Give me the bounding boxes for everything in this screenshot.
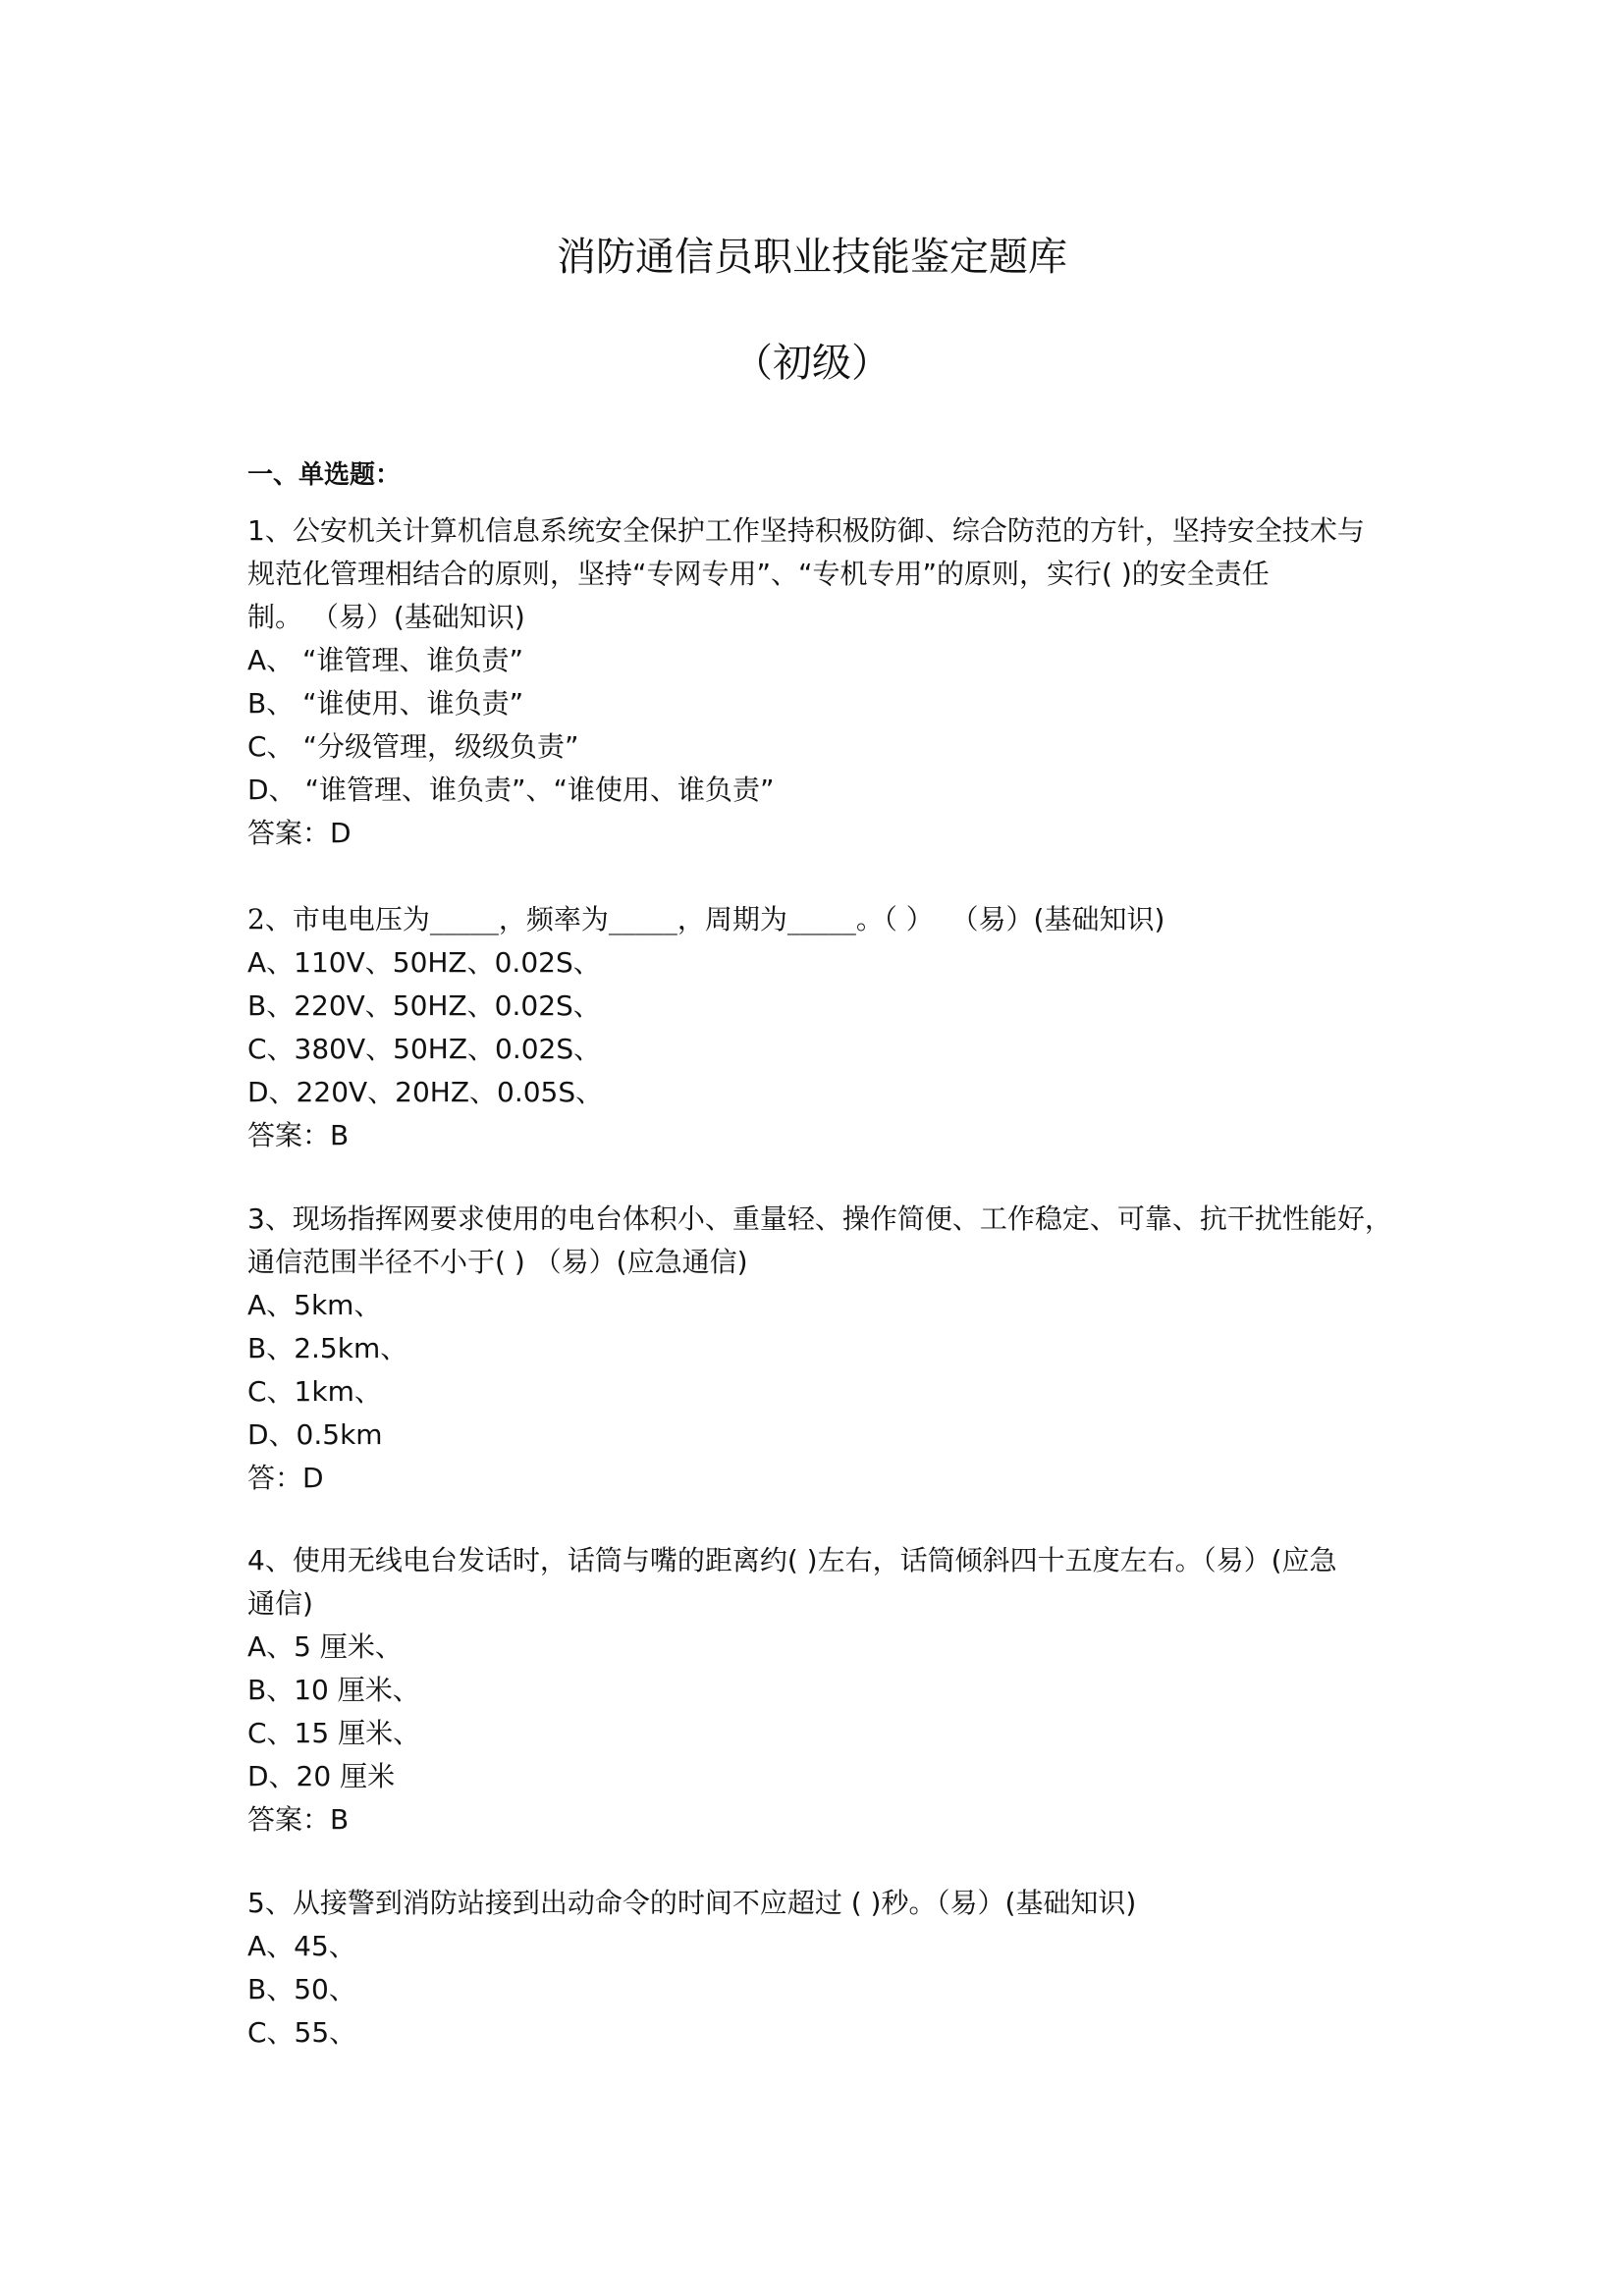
option-c: C、15 厘米、 bbox=[247, 1717, 421, 1749]
question-text-line: 通信) bbox=[247, 1587, 313, 1620]
answer: 答案：B bbox=[247, 1803, 350, 1836]
question-stem: 2、市电电压为_____，频率为_____，周期为_____。（ ） bbox=[247, 903, 934, 935]
option-c: C、1km、 bbox=[247, 1375, 382, 1408]
question-text-line: 制。 （易）(基础知识) bbox=[247, 601, 525, 633]
option-b: B、10 厘米、 bbox=[247, 1674, 420, 1706]
option-d: D、0.5km bbox=[247, 1418, 383, 1451]
question-3 bbox=[247, 1198, 1392, 1500]
document-subtitle: （初级） bbox=[733, 341, 891, 386]
answer: 答案：B bbox=[247, 1119, 350, 1151]
option-b: B、50、 bbox=[247, 1973, 356, 2005]
option-a: A、110V、50HZ、0.02S、 bbox=[247, 946, 601, 979]
section-heading: 一、单选题： bbox=[247, 460, 402, 490]
document-title: 消防通信员职业技能鉴定题库 bbox=[557, 235, 1067, 280]
option-d: D、 “谁管理、谁负责”、“谁使用、谁负责” bbox=[247, 774, 775, 806]
option-b: B、220V、50HZ、0.02S、 bbox=[247, 989, 601, 1022]
question-4 bbox=[247, 1539, 1386, 1842]
option-c: C、 “分级管理，级级负责” bbox=[247, 730, 579, 763]
question-2 bbox=[247, 898, 1386, 1157]
option-c: C、380V、50HZ、0.02S、 bbox=[247, 1033, 602, 1065]
question-text-line bbox=[247, 898, 1386, 941]
option-d: D、220V、20HZ、0.05S、 bbox=[247, 1076, 604, 1108]
question-text-line: 通信范围半径不小于( ) （易）(应急通信) bbox=[247, 1246, 748, 1278]
option-a: A、5km、 bbox=[247, 1289, 382, 1321]
option-b: B、2.5km、 bbox=[247, 1332, 408, 1364]
option-d: D、20 厘米 bbox=[247, 1760, 396, 1792]
question-list bbox=[247, 0, 1392, 2296]
question-text-line: 3、现场指挥网要求使用的电台体积小、重量轻、操作简便、工作稳定、可靠、抗干扰性能好， bbox=[247, 1202, 1392, 1235]
question-5 bbox=[247, 1882, 1386, 2055]
option-c: C、55、 bbox=[247, 2016, 357, 2049]
answer: 答：D bbox=[247, 1462, 324, 1494]
answer: 答案：D bbox=[247, 817, 352, 849]
question-text-line: 4、使用无线电台发话时，话筒与嘴的距离约( )左右，话筒倾斜四十五度左右。（易）(应急 bbox=[247, 1544, 1337, 1576]
question-1 bbox=[247, 509, 1386, 855]
question-text-line: 1、公安机关计算机信息系统安全保护工作坚持积极防御、综合防范的方针，坚持安全技术与 bbox=[247, 514, 1365, 547]
option-a: A、 “谁管理、谁负责” bbox=[247, 644, 524, 676]
option-a: A、45、 bbox=[247, 1930, 356, 1962]
question-tags: （易）(基础知识) bbox=[950, 903, 1165, 935]
option-a: A、5 厘米、 bbox=[247, 1630, 403, 1663]
question-text-line: 5、从接警到消防站接到出动命令的时间不应超过 ( )秒。（易）(基础知识) bbox=[247, 1887, 1137, 1919]
option-b: B、 “谁使用、谁负责” bbox=[247, 687, 524, 720]
question-text-line: 规范化管理相结合的原则，坚持“专网专用”、“专机专用”的原则，实行( )的安全责任 bbox=[247, 558, 1270, 590]
